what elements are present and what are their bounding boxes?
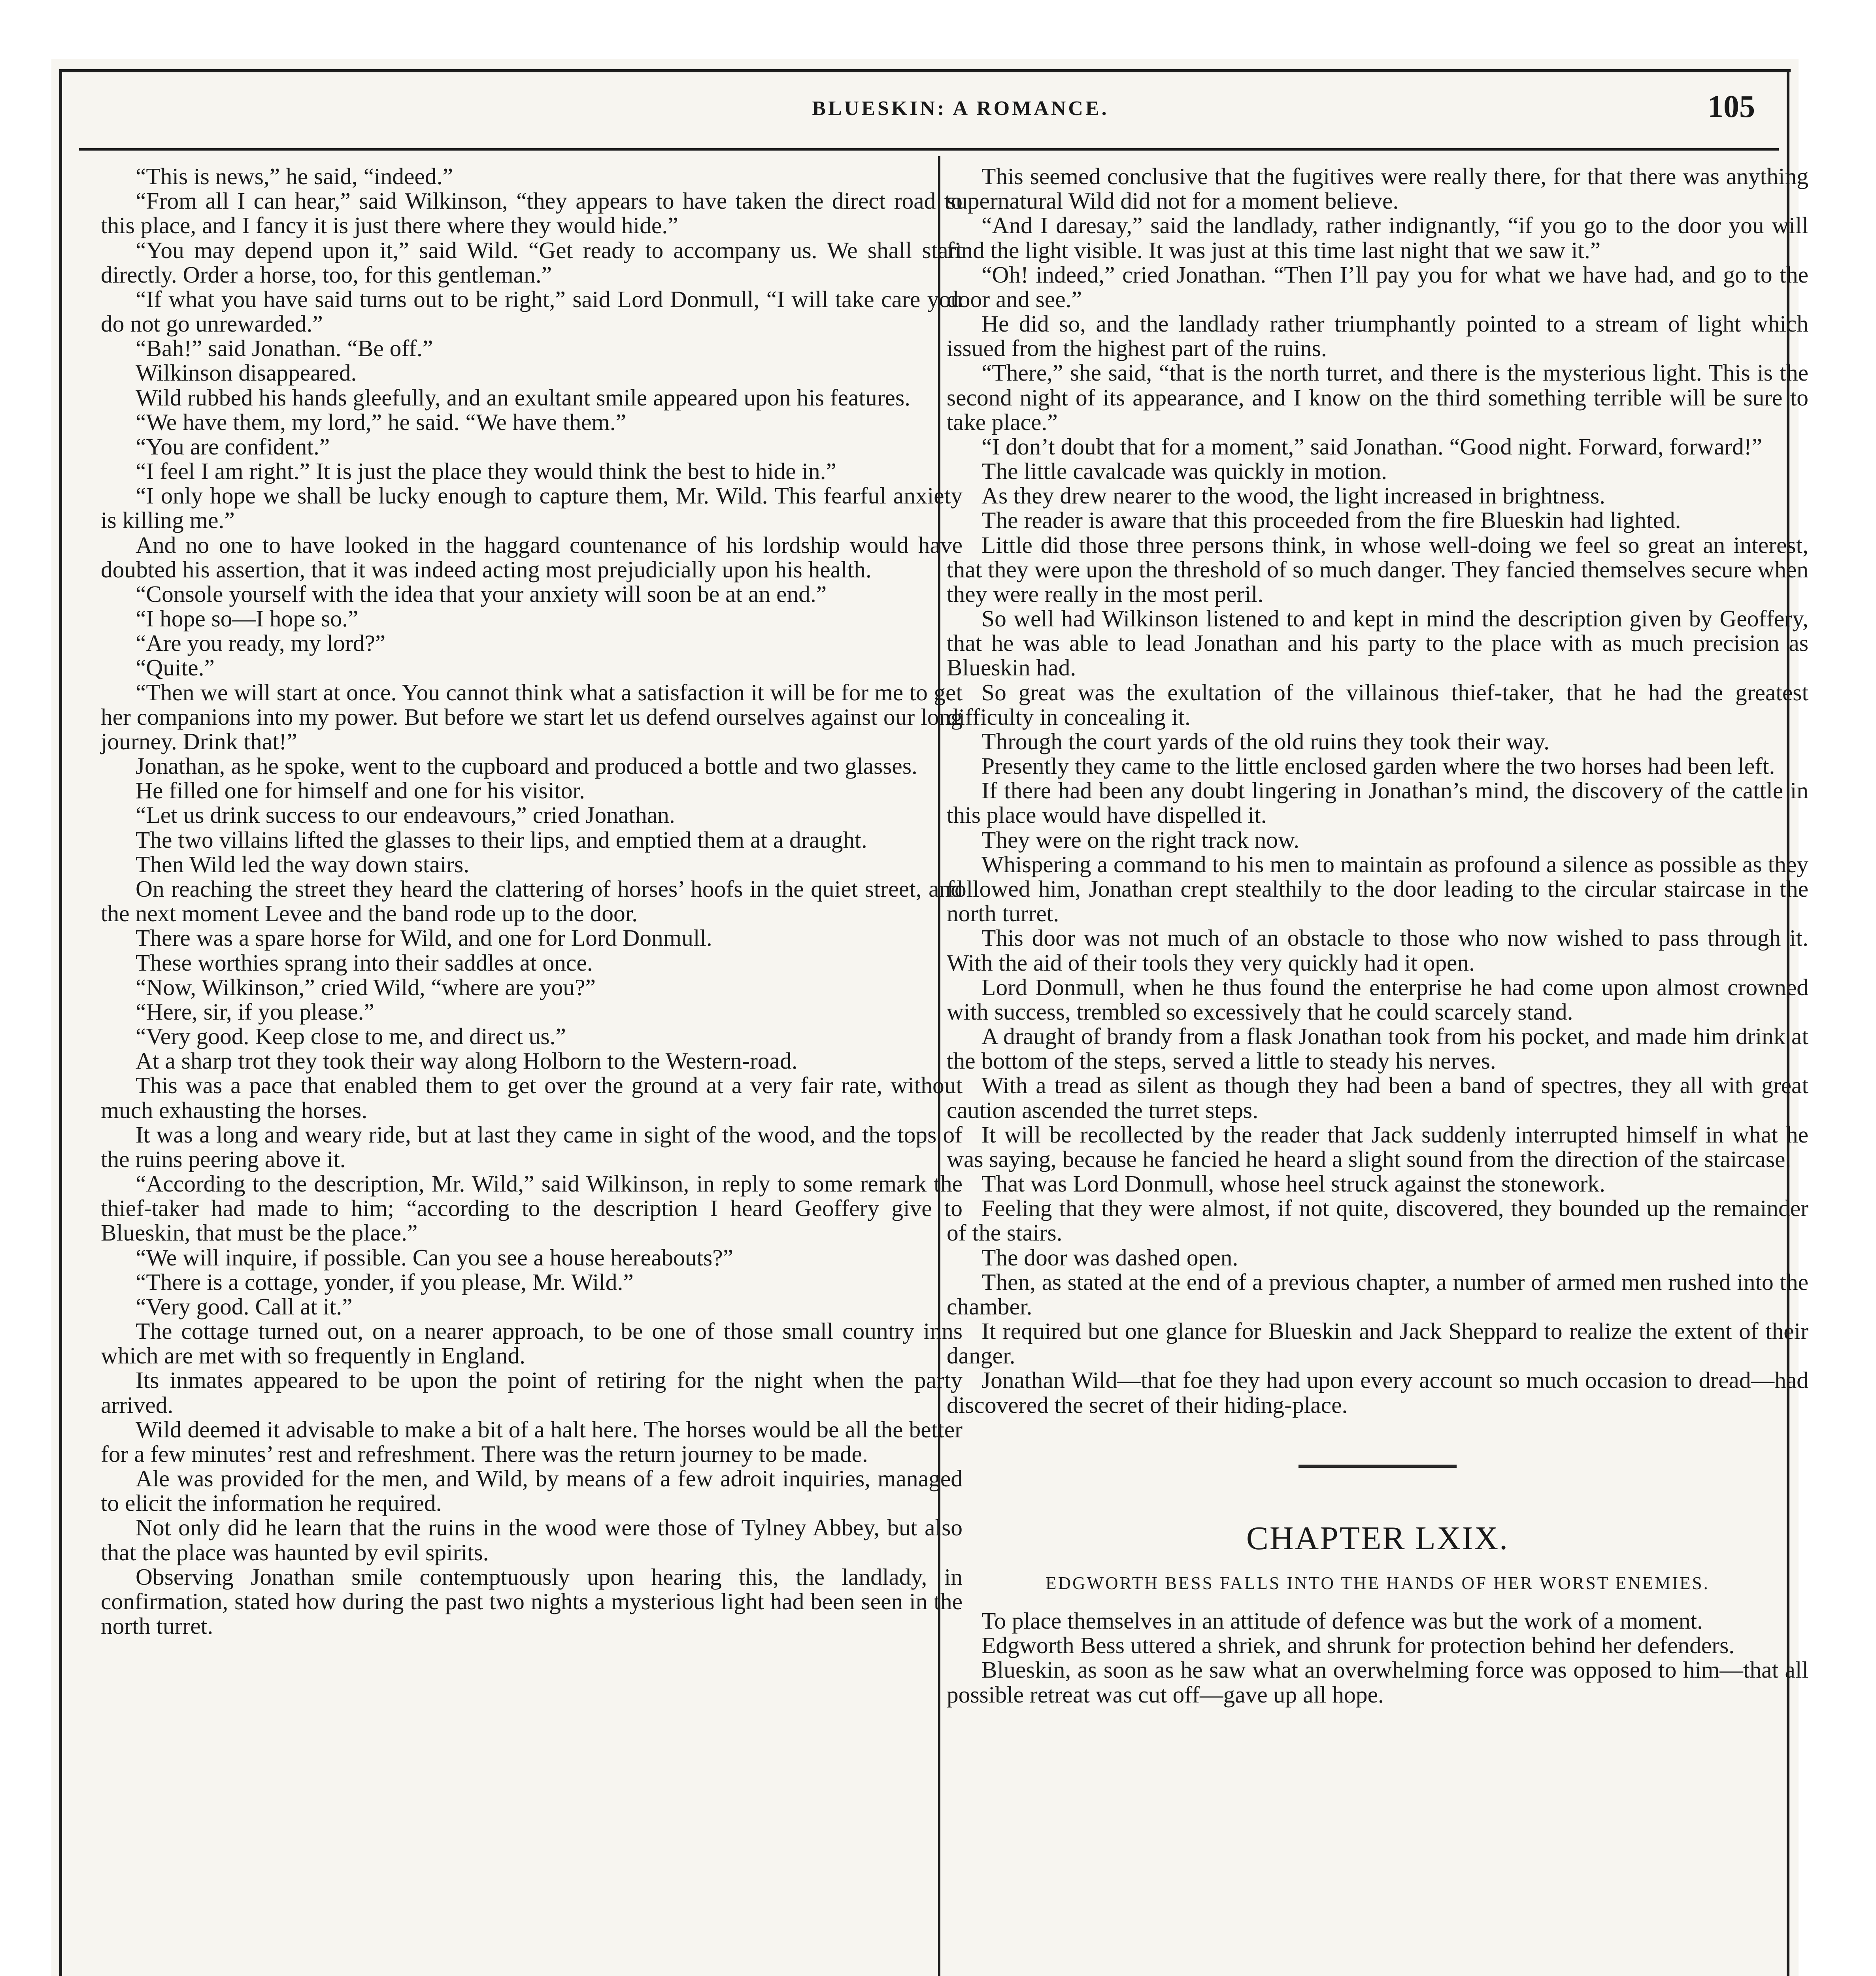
paragraph: “Are you ready, my lord?” bbox=[136, 630, 386, 656]
paragraph: He did so, and the landlady rather triumphantly pointed to a stream of light which issued from the highest part of the ruins. bbox=[947, 311, 1808, 362]
paragraph: “Then we will start at once. You cannot think what a satisfaction it will be for me to get her companions into my power. But before we start let us defend ourselves against our long journey. Drink that!” bbox=[101, 679, 963, 754]
paragraph: It was a long and weary ride, but at last they came in sight of the wood, and the tops of the ruins peering above it. bbox=[101, 1121, 963, 1172]
paragraph: “Very good. Keep close to me, and direct us.” bbox=[136, 1023, 566, 1050]
paragraph: “If what you have said turns out to be right,” said Lord Donmull, “I will take care you do not go unrewarded.” bbox=[101, 286, 963, 337]
page-number: 105 bbox=[1708, 89, 1755, 124]
paragraph: “You may depend upon it,” said Wild. “Get ready to accompany us. We shall start directly. Order a horse, too, for this gentleman.” bbox=[101, 237, 963, 288]
paragraph: Jonathan, as he spoke, went to the cupboard and produced a bottle and two glasses. bbox=[136, 753, 917, 779]
paragraph: Whispering a command to his men to maintain as profound a silence as possible as they followed him, Jonathan crept stealthily to the door leading to the circular staircase in the north turret. bbox=[947, 851, 1808, 927]
paragraph: The cottage turned out, on a nearer approach, to be one of those small country inns which are met with so frequently in England. bbox=[101, 1318, 963, 1369]
left-border bbox=[59, 69, 62, 1976]
paragraph: “And I daresay,” said the landlady, rather indignantly, “if you go to the door you will find the light visible. It was just at this time last night that we saw it.” bbox=[947, 212, 1808, 263]
paragraph: “I feel I am right.” It is just the place they would think the best to hide in.” bbox=[136, 458, 836, 485]
paragraph: This was a pace that enabled them to get over the ground at a very fair rate, without much exhausting the horses. bbox=[101, 1072, 963, 1123]
paragraph: Feeling that they were almost, if not quite, discovered, they bounded up the remainder of the stairs. bbox=[947, 1195, 1808, 1246]
paragraph: If there had been any doubt lingering in Jonathan’s mind, the discovery of the cattle in this place would have dispelled it. bbox=[947, 777, 1808, 828]
running-header-title: BLUESKIN: A ROMANCE. bbox=[812, 97, 1109, 120]
paragraph: “Console yourself with the idea that your anxiety will soon be at an end.” bbox=[136, 581, 827, 607]
header-underline bbox=[79, 148, 1779, 151]
paragraph: It will be recollected by the reader that Jack suddenly interrupted himself in what he was saying, because he fancied he heard a slight sound from the direction of the staircase. bbox=[947, 1121, 1808, 1172]
paragraph: “We have them, my lord,” he said. “We have them.” bbox=[136, 409, 627, 435]
paragraph: Wild rubbed his hands gleefully, and an exultant smile appeared upon his features. bbox=[136, 384, 910, 411]
paragraph: He filled one for himself and one for his visitor. bbox=[136, 777, 585, 804]
paragraph: “Bah!” said Jonathan. “Be off.” bbox=[136, 335, 433, 362]
paragraph: So great was the exultation of the villainous thief-taker, that he had the greatest difficulty in concealing it. bbox=[947, 679, 1808, 730]
paragraph: The reader is aware that this proceeded from the fire Blueskin had lighted. bbox=[981, 507, 1681, 534]
chapter-subtitle: EDGWORTH BESS FALLS INTO THE HANDS OF HER WORST ENEMIES. bbox=[1046, 1573, 1710, 1593]
paragraph: Observing Jonathan smile contemptuously upon hearing this, the landlady, in confirmation, stated how during the past two nights a mysterious light had been seen in the north turret. bbox=[101, 1563, 963, 1639]
header-rule bbox=[59, 69, 1791, 72]
paragraph: “I hope so—I hope so.” bbox=[136, 605, 359, 632]
paragraph: And no one to have looked in the haggard countenance of his lordship would have doubted his assertion, that it was indeed acting most prejudicially upon his health. bbox=[101, 532, 963, 583]
paragraph: Presently they came to the little enclosed garden where the two horses had been left. bbox=[981, 753, 1775, 779]
paragraph: Then, as stated at the end of a previous chapter, a number of armed men rushed into the chamber. bbox=[947, 1269, 1808, 1320]
paragraph: They were on the right track now. bbox=[981, 826, 1300, 853]
paragraph: “We will inquire, if possible. Can you see a house hereabouts?” bbox=[136, 1244, 734, 1271]
left-column-text bbox=[101, 164, 963, 1638]
paragraph: Jonathan Wild—that foe they had upon every account so much occasion to dread—had discovered the secret of their hiding-place. bbox=[947, 1367, 1808, 1418]
paragraph: That was Lord Donmull, whose heel struck against the stonework. bbox=[981, 1171, 1606, 1197]
right-column-body bbox=[947, 164, 1808, 1417]
paragraph: Little did those three persons think, in whose well-doing we feel so great an interest, that they were upon the threshold of so much danger. They fancied themselves secure when they were really in the most peril. bbox=[947, 532, 1808, 607]
paragraph: It required but one glance for Blueskin and Jack Sheppard to realize the extent of their danger. bbox=[947, 1318, 1808, 1369]
paragraph: The little cavalcade was quickly in motion. bbox=[981, 458, 1387, 485]
paragraph: “Now, Wilkinson,” cried Wild, “where are you?” bbox=[136, 974, 596, 1000]
right-column-text bbox=[947, 164, 1808, 1707]
paragraph: “According to the description, Mr. Wild,” said Wilkinson, in reply to some remark the thief-taker had made to him; “according to the description I heard Geoffery give to Blueskin, that must be the place.” bbox=[101, 1171, 963, 1246]
paragraph: The door was dashed open. bbox=[981, 1244, 1238, 1271]
paragraph: “Oh! indeed,” cried Jonathan. “Then I’ll pay you for what we have had, and go to the door and see.” bbox=[947, 261, 1808, 312]
paragraph: There was a spare horse for Wild, and one for Lord Donmull. bbox=[136, 925, 712, 951]
paragraph: “You are confident.” bbox=[136, 433, 330, 460]
paragraph: “There is a cottage, yonder, if you please, Mr. Wild.” bbox=[136, 1269, 634, 1295]
paragraph: Wild deemed it advisable to make a bit of a halt here. The horses would be all the better for a few minutes’ rest and refreshment. There was the return journey to be made. bbox=[101, 1416, 963, 1467]
paragraph: So well had Wilkinson listened to and kept in mind the description given by Geoffery, that he was able to lead Jonathan and his party to the place with as much precision as Blueskin had. bbox=[947, 605, 1808, 681]
paragraph: “Here, sir, if you please.” bbox=[136, 998, 374, 1025]
paragraph: Ale was provided for the men, and Wild, by means of a few adroit inquiries, managed to elicit the information he required. bbox=[101, 1465, 963, 1516]
paragraph: Wilkinson disappeared. bbox=[136, 360, 357, 386]
paragraph: On reaching the street they heard the clattering of horses’ hoofs in the quiet street, and the next moment Levee and the band rode up to the door. bbox=[101, 875, 963, 927]
chapter-heading: CHAPTER LXIX. bbox=[1246, 1520, 1509, 1557]
paragraph: Then Wild led the way down stairs. bbox=[136, 851, 470, 877]
paragraph: Edgworth Bess uttered a shriek, and shrunk for protection behind her defenders. bbox=[981, 1632, 1735, 1659]
paragraph: “Quite.” bbox=[136, 654, 215, 681]
paragraph: “This is news,” he said, “indeed.” bbox=[136, 163, 453, 189]
paragraph: Through the court yards of the old ruins they took their way. bbox=[981, 728, 1550, 754]
paragraph: “I don’t doubt that for a moment,” said Jonathan. “Good night. Forward, forward!” bbox=[981, 433, 1763, 460]
paragraph: “I only hope we shall be lucky enough to capture them, Mr. Wild. This fearful anxiety is killing me.” bbox=[101, 483, 963, 534]
paragraph: Lord Donmull, when he thus found the enterprise he had come upon almost crowned with success, trembled so excessively that he could scarcely stand. bbox=[947, 974, 1808, 1025]
paragraph: Its inmates appeared to be upon the point of retiring for the night when the party arrived. bbox=[101, 1367, 963, 1418]
paragraph: These worthies sprang into their saddles at once. bbox=[136, 949, 593, 976]
paragraph: “Let us drink success to our endeavours,” cried Jonathan. bbox=[136, 802, 675, 828]
paragraph: As they drew nearer to the wood, the light increased in brightness. bbox=[981, 483, 1605, 509]
paragraph: The two villains lifted the glasses to their lips, and emptied them at a draught. bbox=[136, 826, 867, 853]
chapter-body bbox=[947, 1608, 1808, 1707]
paragraph: This seemed conclusive that the fugitives were really there, for that there was anything supernatural Wild did not for a moment believe. bbox=[947, 163, 1808, 214]
paragraph: To place themselves in an attitude of defence was but the work of a moment. bbox=[981, 1608, 1703, 1634]
chapter-separator-rule bbox=[1298, 1465, 1457, 1468]
paragraph: This door was not much of an obstacle to those who now wished to pass through it. With the aid of their tools they very quickly had it open. bbox=[947, 925, 1808, 976]
paragraph: “Very good. Call at it.” bbox=[136, 1293, 353, 1320]
paragraph: With a tread as silent as though they had been a band of spectres, they all with great caution ascended the turret steps. bbox=[947, 1072, 1808, 1123]
paragraph: “There,” she said, “that is the north turret, and there is the mysterious light. This is the second night of its appearance, and I know on the third something terrible will be sure to take place.” bbox=[947, 360, 1808, 435]
paragraph: A draught of brandy from a flask Jonathan took from his pocket, and made him drink at the bottom of the steps, served a little to steady his nerves. bbox=[947, 1023, 1808, 1074]
paragraph: At a sharp trot they took their way along Holborn to the Western-road. bbox=[136, 1048, 798, 1074]
paragraph: Not only did he learn that the ruins in the wood were those of Tylney Abbey, but also that the place was haunted by evil spirits. bbox=[101, 1514, 963, 1565]
paragraph: Blueskin, as soon as he saw what an overwhelming force was opposed to him—that all possible retreat was cut off—gave up all hope. bbox=[947, 1657, 1808, 1708]
paragraph: “From all I can hear,” said Wilkinson, “they appears to have taken the direct road to this place, and I fancy it is just there where they would hide.” bbox=[101, 188, 963, 239]
